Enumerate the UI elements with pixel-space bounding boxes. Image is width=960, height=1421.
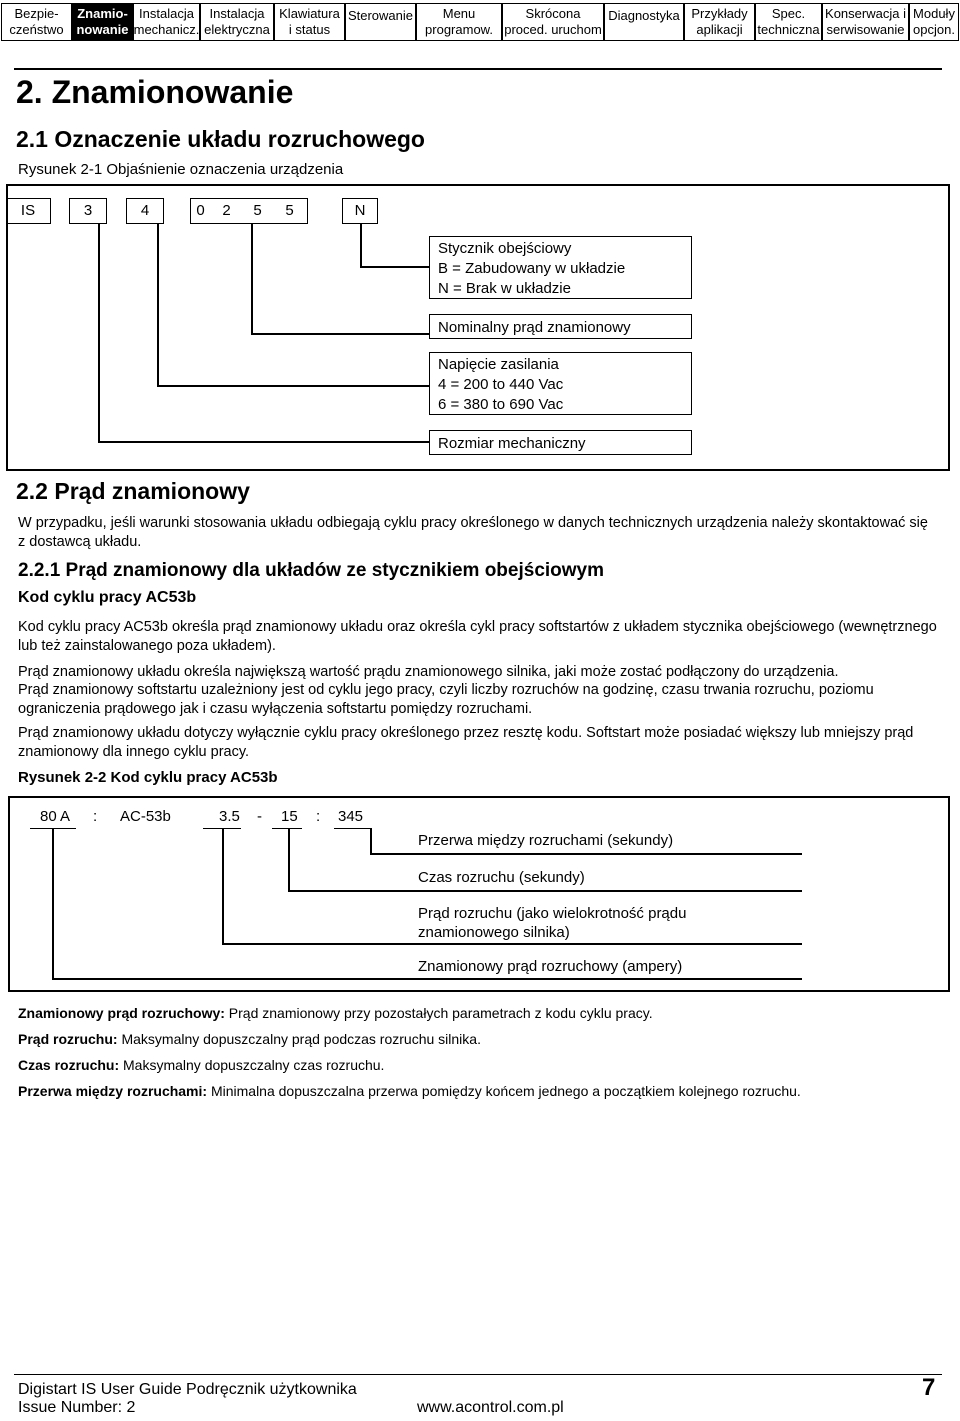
connector-line: [52, 978, 802, 980]
connector-line: [222, 943, 802, 945]
paragraph-rated-current: Prąd znamionowy układu określa największą wartość prądu znamionowego silnika, jaki może zostać podłączony do urządzenia.: [18, 664, 839, 680]
desc-bypass-option-n: N = Brak w układzie: [438, 280, 571, 297]
connector-line: [288, 828, 290, 891]
connector-line: [98, 224, 100, 442]
ac53b-category: AC-53b: [120, 808, 171, 825]
section-2-2-text: W przypadku, jeśli warunki stosowania układu odbiegają cyklu pracy określonego w danych technicznych urządzenia należy skontaktować się z dostawcą układu.: [18, 515, 928, 550]
label-start-current-line1: Prąd rozruchu (jako wielokrotność prądu: [418, 905, 687, 922]
ac53b-start-multiple: 3.5: [219, 808, 240, 825]
code-cell-size: N: [342, 198, 378, 224]
desc-voltage: [429, 352, 692, 415]
connector-line: [52, 828, 54, 979]
desc-size: [429, 430, 692, 455]
tab-konserwacja[interactable]: Konserwacja i serwisowanie: [822, 3, 909, 41]
desc-current-text: Nominalny prąd znamionowy: [438, 319, 631, 336]
code-cell-current-2: 2: [210, 198, 243, 224]
connector-line: [251, 333, 430, 335]
definition-text: Minimalna dopuszczalna przerwa pomiędzy końcem jednego a początkiem kolejnego rozruchu.: [207, 1083, 801, 1099]
section-rule: [14, 68, 942, 70]
figure1-code-row: [6, 198, 386, 224]
ac53b-current: 80 A: [40, 808, 71, 825]
connector-line: [288, 890, 802, 892]
footer-title: Digistart IS User Guide Podręcznik użytkownika: [18, 1381, 357, 1398]
ac53b-start-time: 15: [281, 808, 298, 825]
code-cell-current-3: 5: [243, 198, 272, 224]
connector-line: [157, 224, 159, 386]
footer-rule: [14, 1374, 942, 1375]
definition-text: Maksymalny dopuszczalny prąd podczas rozruchu silnika.: [117, 1031, 481, 1047]
tab-znamionowanie[interactable]: Znamio- nowanie: [72, 3, 133, 41]
subsection-title-2-2: 2.2 Prąd znamionowy: [16, 478, 250, 504]
footer-url[interactable]: www.acontrol.com.pl: [417, 1399, 564, 1416]
desc-bypass-title: Stycznik obejściowy: [438, 240, 572, 257]
label-start-current-line2: znamionowego silnika): [418, 924, 570, 941]
tab-instalacja-mechaniczna[interactable]: Instalacja mechanicz.: [133, 3, 200, 41]
tab-menu-programowania[interactable]: Menu programow.: [416, 3, 502, 41]
footer-issue: Issue Number: 2: [18, 1399, 136, 1416]
connector-line: [360, 224, 362, 267]
figure2-caption: Rysunek 2-2 Kod cyklu pracy AC53b: [18, 769, 278, 786]
connector-line: [222, 828, 224, 944]
chapter-tab-bar: [0, 0, 960, 44]
tab-bezpieczenstwo[interactable]: Bezpie- czeństwo: [1, 3, 72, 41]
definition-start-time: [18, 1056, 384, 1075]
code-cell-current-1: 0: [190, 198, 210, 224]
code-cell-voltage: 4: [126, 198, 164, 224]
connector-line: [370, 853, 802, 855]
definition-text: Maksymalny dopuszczalny czas rozruchu.: [119, 1057, 385, 1073]
connector-line: [360, 266, 430, 268]
code-cell-current-4: 5: [272, 198, 308, 224]
code-cell-series: IS: [6, 198, 51, 224]
tab-przyklady-aplikacji[interactable]: Przykłady aplikacji: [684, 3, 755, 41]
desc-voltage-option-6: 6 = 380 to 690 Vac: [438, 396, 564, 413]
desc-bypass-option-b: B = Zabudowany w układzie: [438, 260, 626, 277]
ac53b-dash: -: [257, 808, 262, 825]
code-underline: [334, 828, 370, 829]
page-number: 7: [922, 1374, 936, 1401]
tab-specyfikacja[interactable]: Spec. techniczna: [755, 3, 822, 41]
tab-skrocona-procedura[interactable]: Skrócona proced. uruchom: [502, 3, 604, 41]
subsection-title-2-1: 2.1 Oznaczenie układu rozruchowego: [16, 126, 425, 152]
tab-moduly-opcjonalne[interactable]: Moduły opcjon.: [909, 3, 959, 41]
paragraph-softstart-current: Prąd znamionowy softstartu uzależniony jest od cyklu jego pracy, czyli liczby rozruchów na godzinę, czasu trwania rozruchu, poziomu ograniczenia prądowego jak i czasu wyłączenia softstartu pomiędzy rozruchami.: [18, 682, 874, 717]
tab-klawiatura[interactable]: Klawiatura i status: [274, 3, 345, 41]
connector-line: [157, 385, 430, 387]
connector-line: [370, 828, 372, 854]
figure1-caption: Rysunek 2-1 Objaśnienie oznaczenia urządzenia: [18, 161, 344, 178]
paragraph-ac53b-intro: Kod cyklu pracy AC53b określa prąd znamionowy układu oraz określa cykl pracy softstartów z układem stycznika obejściowego (wewnętrznego lub też zainstalowanego poza układem).: [18, 619, 937, 654]
desc-voltage-title: Napięcie zasilania: [438, 356, 559, 373]
definition-start-current: [18, 1030, 481, 1049]
desc-bypass: [429, 236, 692, 299]
code-cell-bypass: 3: [69, 198, 107, 224]
definition-term: Czas rozruchu:: [18, 1057, 120, 1073]
tab-diagnostyka[interactable]: Diagnostyka: [604, 3, 684, 41]
ac53b-off-time: 345: [338, 808, 364, 825]
definition-term: Prąd rozruchu:: [18, 1031, 118, 1047]
desc-voltage-option-4: 4 = 200 to 440 Vac: [438, 376, 564, 393]
definition-rated-current: [18, 1004, 653, 1023]
connector-line: [251, 224, 253, 334]
desc-current: [429, 314, 692, 339]
ac53b-separator: :: [93, 808, 98, 825]
desc-size-text: Rozmiar mechaniczny: [438, 435, 586, 452]
label-off-time: Przerwa między rozruchami (sekundy): [418, 832, 674, 849]
paragraph-duty-cycle: Prąd znamionowy układu dotyczy wyłącznie cyklu pracy określonego przez resztę kodu. Softstart może posiadać większy lub mniejszy prąd znamionowy dla innego cyklu pracy.: [18, 725, 914, 760]
code-title: Kod cyklu pracy AC53b: [18, 589, 197, 606]
definition-term: Znamionowy prąd rozruchowy:: [18, 1005, 225, 1021]
label-rated-current: Znamionowy prąd rozruchowy (ampery): [418, 958, 683, 975]
definition-term: Przerwa między rozruchami:: [18, 1083, 208, 1099]
code-underline: [272, 828, 302, 829]
definition-text: Prąd znamionowy przy pozostałych parametrach z kodu cyklu pracy.: [224, 1005, 653, 1021]
ac53b-separator: :: [316, 808, 321, 825]
tab-sterowanie[interactable]: Sterowanie: [345, 3, 416, 41]
tab-instalacja-elektryczna[interactable]: Instalacja elektryczna: [200, 3, 274, 41]
section-title: 2. Znamionowanie: [16, 74, 294, 110]
label-start-time: Czas rozruchu (sekundy): [418, 869, 585, 886]
connector-line: [98, 441, 430, 443]
definition-off-time: [18, 1082, 801, 1101]
subsection-title-2-2-1: 2.2.1 Prąd znamionowy dla układów ze stycznikiem obejściowym: [18, 560, 605, 581]
